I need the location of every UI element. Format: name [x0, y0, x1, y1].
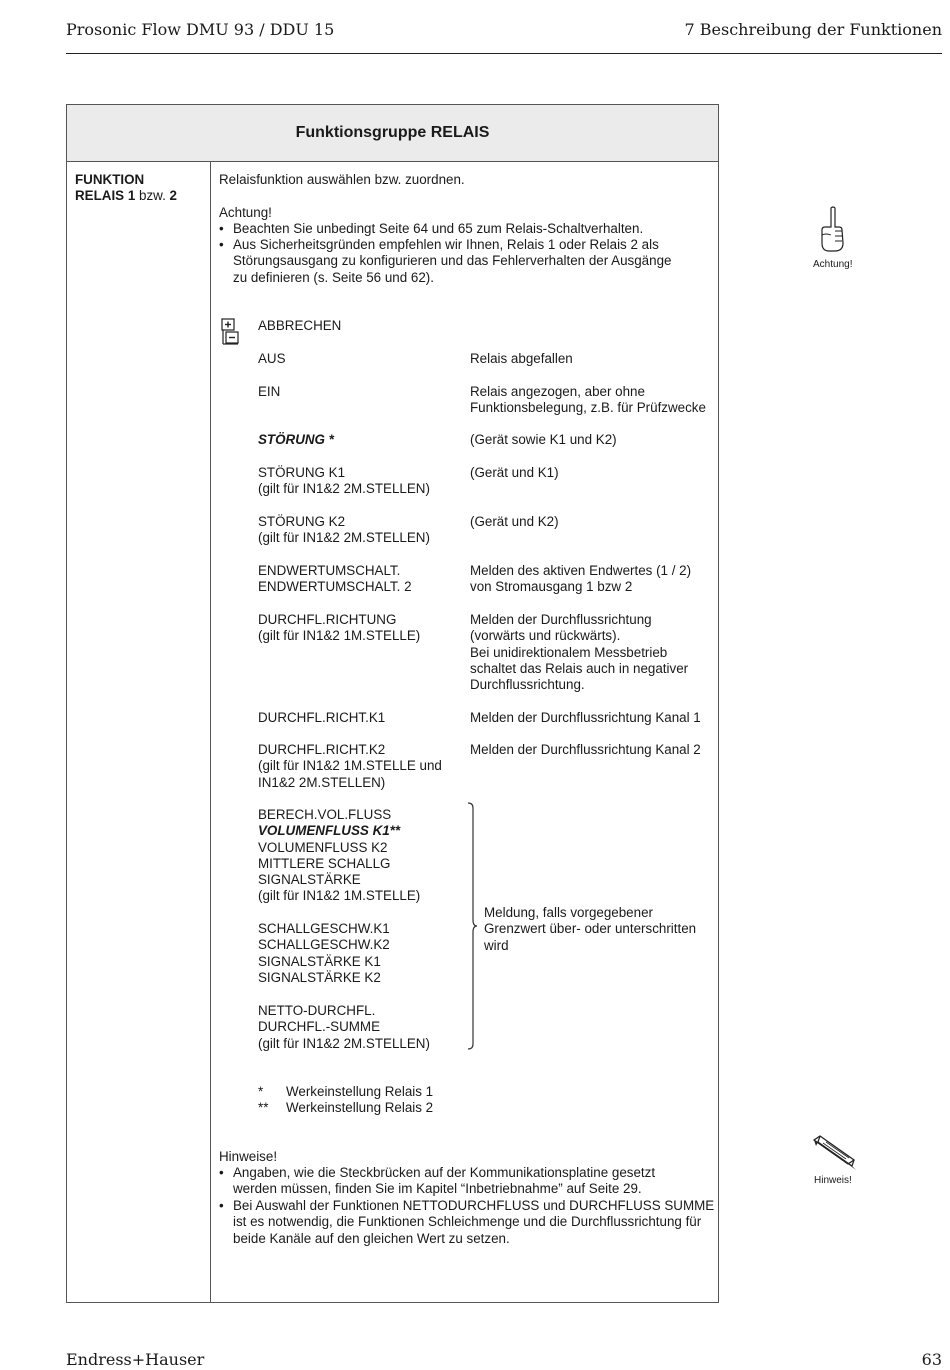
warning-title: Achtung!: [219, 205, 272, 220]
option-stoerung-k2-note: (gilt für IN1&2 2M.STELLEN): [258, 530, 430, 546]
option-schallgeschw-k1: SCHALLGESCHW.K1: [258, 921, 390, 936]
brace-description-line-2: Grenzwert über- oder unterschritten: [484, 921, 697, 937]
option-endwert: [258, 563, 412, 596]
option-aus: AUS: [258, 351, 286, 366]
brace-description: [484, 905, 696, 954]
page-number: 63: [921, 1350, 942, 1369]
option-richt-k2-label: DURCHFL.RICHT.K2: [258, 742, 386, 757]
notes-bullet-2-line-2: ist es notwendig, die Funktionen Schleichmenge und die Durchflussrichtung für: [233, 1214, 702, 1230]
warning-bullet-2-line-1: Aus Sicherheitsgründen empfehlen wir Ihnen, Relais 1 oder Relais 2 als: [233, 237, 659, 252]
notes-bullet-2: [219, 1198, 714, 1247]
option-schallgeschw-k2: SCHALLGESCHW.K2: [258, 937, 390, 953]
option-richtung-description-line-3: Bei unidirektionalem Messbetrieb: [470, 644, 668, 660]
option-endwert-description-line-1: Melden des aktiven Endwertes (1 / 2): [470, 563, 692, 578]
option-netto-durchfl: NETTO-DURCHFL.: [258, 1003, 376, 1018]
option-stoerung-k2: [258, 514, 430, 547]
option-endwert-description: [470, 563, 691, 596]
pointing-hand-icon: [818, 205, 848, 255]
option-richtung-description-line-4: schaltet das Relais auch in negativer: [470, 660, 689, 676]
plus-minus-keys-icon: [221, 318, 241, 346]
option-durchfl-summe: DURCHFL.-SUMME: [258, 1019, 380, 1035]
warning-bullet-2-line-2: Störungsausgang zu konfigurieren und das Fehlerverhalten der Ausgänge: [233, 253, 672, 269]
notes-bullet-1: [219, 1165, 655, 1198]
warning-bullet-2: [219, 237, 671, 286]
option-aus-description: Relais abgefallen: [470, 351, 573, 366]
function-relais-2: 2: [169, 188, 177, 203]
function-label: FUNKTION: [75, 172, 145, 187]
note-side-label: Hinweis!: [814, 1175, 852, 1186]
option-group-1-note: (gilt für IN1&2 1M.STELLE): [258, 888, 421, 904]
option-richtung-description: [470, 612, 688, 693]
option-stoerung-description: (Gerät sowie K1 und K2): [470, 432, 617, 447]
option-richtung-description-line-2: (vorwärts und rückwärts).: [470, 628, 621, 644]
option-richtung-label: DURCHFL.RICHTUNG: [258, 612, 397, 627]
option-endwert-description-line-2: von Stromausgang 1 bzw 2: [470, 579, 633, 595]
option-ein: EIN: [258, 384, 281, 399]
option-abbrechen: ABBRECHEN: [258, 318, 342, 333]
option-endwert-1: ENDWERTUMSCHALT.: [258, 563, 401, 578]
footer-brand: Endress+Hauser: [66, 1350, 205, 1369]
option-richt-k2-description: Melden der Durchflussrichtung Kanal 2: [470, 742, 701, 757]
brace-description-line-1: Meldung, falls vorgegebener: [484, 905, 653, 920]
pencil-icon: [808, 1134, 858, 1174]
notes-bullet-2-line-1: Bei Auswahl der Funktionen NETTODURCHFLUSS und DURCHFLUSS SUMME: [233, 1198, 715, 1213]
option-volumenfluss-k1: VOLUMENFLUSS K1**: [258, 823, 401, 839]
option-richt-k1: DURCHFL.RICHT.K1: [258, 710, 386, 725]
brace-description-line-3: wird: [484, 937, 509, 953]
intro-text: Relaisfunktion auswählen bzw. zuordnen.: [219, 172, 465, 187]
option-richtung-description-line-1: Melden der Durchflussrichtung: [470, 612, 652, 627]
footnote-mark-2: **: [258, 1100, 269, 1115]
bullet-dot: •: [219, 1165, 224, 1180]
notes-bullet-1-line-2: werden müssen, finden Sie im Kapitel “Inbetriebnahme” auf Seite 29.: [233, 1181, 642, 1197]
function-name: [75, 172, 177, 204]
column-divider: [210, 162, 211, 1302]
warning-bullet-1-text: Beachten Sie unbedingt Seite 64 und 65 zum Relais-Schaltverhalten.: [233, 221, 644, 236]
option-signalstaerke-k2: SIGNALSTÄRKE K2: [258, 969, 381, 985]
option-stoerung-k1: [258, 465, 430, 498]
option-stoerung-k2-label: STÖRUNG K2: [258, 514, 346, 529]
header-document-title: Prosonic Flow DMU 93 / DDU 15: [66, 20, 335, 39]
option-group-3: [258, 1003, 430, 1052]
warning-bullet-1: [219, 221, 643, 237]
option-volumenfluss-k2: VOLUMENFLUSS K2: [258, 839, 388, 855]
footnote-text-2: Werkeinstellung Relais 2: [286, 1100, 434, 1115]
curly-brace-icon: [466, 802, 480, 1050]
option-richtung: [258, 612, 420, 645]
option-mittlere-schallg: MITTLERE SCHALLG: [258, 855, 391, 871]
option-ein-description-line-2: Funktionsbelegung, z.B. für Prüfzwecke: [470, 400, 706, 416]
notes-title: Hinweise!: [219, 1149, 278, 1164]
option-group-3-note: (gilt für IN1&2 2M.STELLEN): [258, 1035, 430, 1051]
option-ein-description: [470, 384, 706, 417]
header-chapter-title: 7 Beschreibung der Funktionen: [684, 20, 942, 39]
notes-bullet-2-line-3: beide Kanäle auf den gleichen Wert zu setzen.: [233, 1230, 510, 1246]
bullet-dot: •: [219, 1198, 224, 1213]
option-richtung-note: (gilt für IN1&2 1M.STELLE): [258, 628, 421, 644]
option-berech-vol-fluss: BERECH.VOL.FLUSS: [258, 807, 392, 822]
footnote-mark-1: *: [258, 1084, 264, 1099]
option-endwert-2: ENDWERTUMSCHALT. 2: [258, 579, 412, 595]
option-ein-description-line-1: Relais angezogen, aber ohne: [470, 384, 645, 399]
option-stoerung-k1-note: (gilt für IN1&2 2M.STELLEN): [258, 481, 430, 497]
notes-bullet-1-line-1: Angaben, wie die Steckbrücken auf der Kommunikationsplatine gesetzt: [233, 1165, 656, 1180]
option-stoerung-k1-description: (Gerät und K1): [470, 465, 559, 480]
option-richt-k2: [258, 742, 442, 791]
bullet-dot: •: [219, 221, 224, 236]
option-stoerung: STÖRUNG *: [258, 432, 334, 447]
option-signalstaerke-k1: SIGNALSTÄRKE K1: [258, 953, 381, 969]
option-richtung-description-line-5: Durchflussrichtung.: [470, 677, 585, 693]
option-stoerung-k1-label: STÖRUNG K1: [258, 465, 346, 480]
option-stoerung-k2-description: (Gerät und K2): [470, 514, 559, 529]
option-richt-k1-description: Melden der Durchflussrichtung Kanal 1: [470, 710, 701, 725]
option-group-1: [258, 807, 420, 905]
option-richt-k2-note-line-2: IN1&2 2M.STELLEN): [258, 774, 386, 790]
option-group-2: [258, 921, 390, 986]
warning-side-label: Achtung!: [813, 259, 853, 270]
group-title: Funktionsgruppe RELAIS: [67, 105, 718, 162]
warning-bullet-2-line-3: zu definieren (s. Seite 56 und 62).: [233, 269, 434, 285]
bullet-dot: •: [219, 237, 224, 252]
header-rule: [66, 53, 942, 54]
function-relais: RELAIS 1: [75, 188, 136, 203]
option-richt-k2-note-line-1: (gilt für IN1&2 1M.STELLE und: [258, 758, 442, 774]
option-signalstaerke: SIGNALSTÄRKE: [258, 872, 361, 888]
footnote-text-1: Werkeinstellung Relais 1: [286, 1084, 434, 1099]
function-bzw: bzw.: [135, 188, 170, 203]
